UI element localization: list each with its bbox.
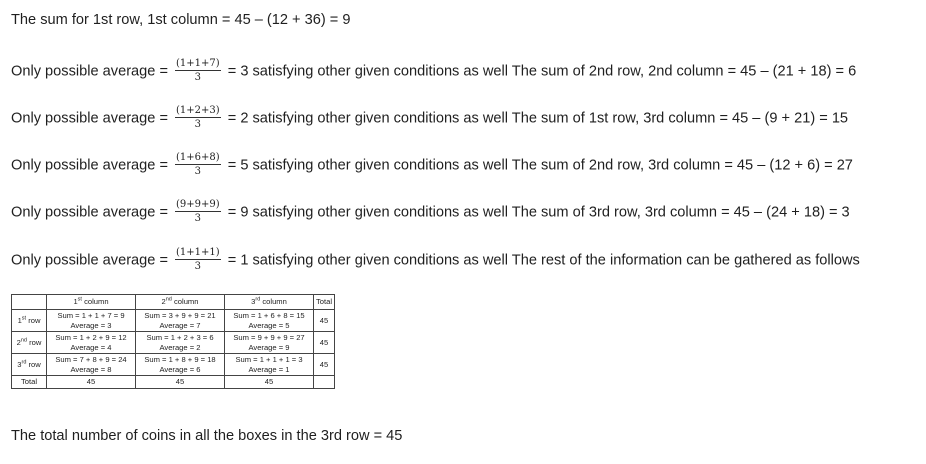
column-total: 45 <box>47 376 136 389</box>
row-header: 2nd row <box>12 332 47 354</box>
line-suffix: = 9 satisfying other given conditions as well The sum of 3rd row, 3rd column = 45 – (24 + 18) = 3 <box>223 204 850 221</box>
fraction-numerator: (1+1+1) <box>176 247 220 258</box>
fraction-denominator: 3 <box>194 119 202 130</box>
table-cell <box>47 310 136 332</box>
cell-sum: Sum = 1 + 6 + 8 = 15 <box>233 310 305 320</box>
line-suffix: = 1 satisfying other given conditions as well The rest of the information can be gathered as follows <box>223 252 860 269</box>
cell-sum: Sum = 9 + 9 + 9 = 27 <box>233 332 305 342</box>
table-cell <box>136 310 225 332</box>
fraction-denominator: 3 <box>194 213 202 224</box>
footer-label: Total <box>12 376 47 389</box>
line-suffix: = 5 satisfying other given conditions as well The sum of 2nd row, 3rd column = 45 – (12 + 6) = 27 <box>223 157 853 174</box>
cell-average: Average = 7 <box>159 320 201 330</box>
fraction-numerator: (1+6+8) <box>176 152 220 163</box>
table-footer-row <box>12 376 335 389</box>
conclusion-text: The total number of coins in all the boxes in the 3rd row = 45 <box>11 428 403 444</box>
row-total: 45 <box>314 332 335 354</box>
line-prefix: Only possible average = <box>11 110 173 127</box>
cell-sum: Sum = 3 + 9 + 9 = 21 <box>144 310 216 320</box>
fraction-denominator: 3 <box>194 72 202 83</box>
column-header: 2nd column <box>136 295 225 310</box>
table-cell <box>225 310 314 332</box>
table-row <box>12 354 335 376</box>
cell-average: Average = 2 <box>159 342 201 352</box>
table-cell <box>225 354 314 376</box>
table-row <box>12 332 335 354</box>
solution-line-4 <box>11 153 853 178</box>
cell-average: Average = 3 <box>70 320 112 330</box>
line-suffix: = 2 satisfying other given conditions as well The sum of 1st row, 3rd column = 45 – (9 + 21) = 15 <box>223 110 849 127</box>
cell-average: Average = 4 <box>70 342 112 352</box>
conclusion-line <box>11 426 402 446</box>
solution-line-5 <box>11 200 850 225</box>
table-cell <box>225 332 314 354</box>
grand-total-cell <box>314 376 335 389</box>
column-total: 45 <box>225 376 314 389</box>
cell-sum: Sum = 1 + 2 + 3 = 6 <box>146 332 214 342</box>
cell-sum: Sum = 1 + 8 + 9 = 18 <box>144 354 216 364</box>
fraction <box>175 105 221 130</box>
solution-line-1 <box>11 10 350 30</box>
cell-average: Average = 9 <box>248 342 290 352</box>
cell-average: Average = 5 <box>248 320 290 330</box>
solution-line-2 <box>11 59 856 84</box>
table-cell <box>47 354 136 376</box>
solution-line-3 <box>11 106 848 131</box>
row-header: 3rd row <box>12 354 47 376</box>
line-prefix: Only possible average = <box>11 204 173 221</box>
row-total: 45 <box>314 310 335 332</box>
line-prefix: Only possible average = <box>11 63 173 80</box>
table-row <box>12 310 335 332</box>
total-column-header: Total <box>314 295 335 310</box>
cell-average: Average = 8 <box>70 364 112 374</box>
column-header: 1st column <box>47 295 136 310</box>
row-header: 1st row <box>12 310 47 332</box>
cell-sum: Sum = 7 + 8 + 9 = 24 <box>55 354 127 364</box>
fraction-denominator: 3 <box>194 166 202 177</box>
line-prefix: Only possible average = <box>11 157 173 174</box>
fraction <box>175 58 221 83</box>
solution-line-6 <box>11 248 860 273</box>
cell-average: Average = 6 <box>159 364 201 374</box>
table-cell <box>47 332 136 354</box>
fraction <box>175 152 221 177</box>
fraction <box>175 199 221 224</box>
table-cell <box>136 354 225 376</box>
cell-sum: Sum = 1 + 1 + 7 = 9 <box>57 310 125 320</box>
cell-sum: Sum = 1 + 2 + 9 = 12 <box>55 332 127 342</box>
column-header: 3rd column <box>225 295 314 310</box>
fraction-numerator: (1+2+3) <box>176 105 220 116</box>
table-corner-cell <box>12 295 47 310</box>
line-suffix: = 3 satisfying other given conditions as well The sum of 2nd row, 2nd column = 45 – (21 + 18) = 6 <box>223 63 857 80</box>
cell-sum: Sum = 1 + 1 + 1 = 3 <box>235 354 303 364</box>
row-total: 45 <box>314 354 335 376</box>
table-header-row <box>12 295 335 310</box>
table-cell <box>136 332 225 354</box>
fraction-numerator: (1+1+7) <box>176 58 220 69</box>
coin-distribution-table <box>11 294 335 389</box>
column-total: 45 <box>136 376 225 389</box>
fraction <box>175 247 221 272</box>
line-text: The sum for 1st row, 1st column = 45 – (12 + 36) = 9 <box>11 12 351 28</box>
line-prefix: Only possible average = <box>11 252 173 269</box>
fraction-denominator: 3 <box>194 261 202 272</box>
cell-average: Average = 1 <box>248 364 290 374</box>
fraction-numerator: (9+9+9) <box>176 199 220 210</box>
